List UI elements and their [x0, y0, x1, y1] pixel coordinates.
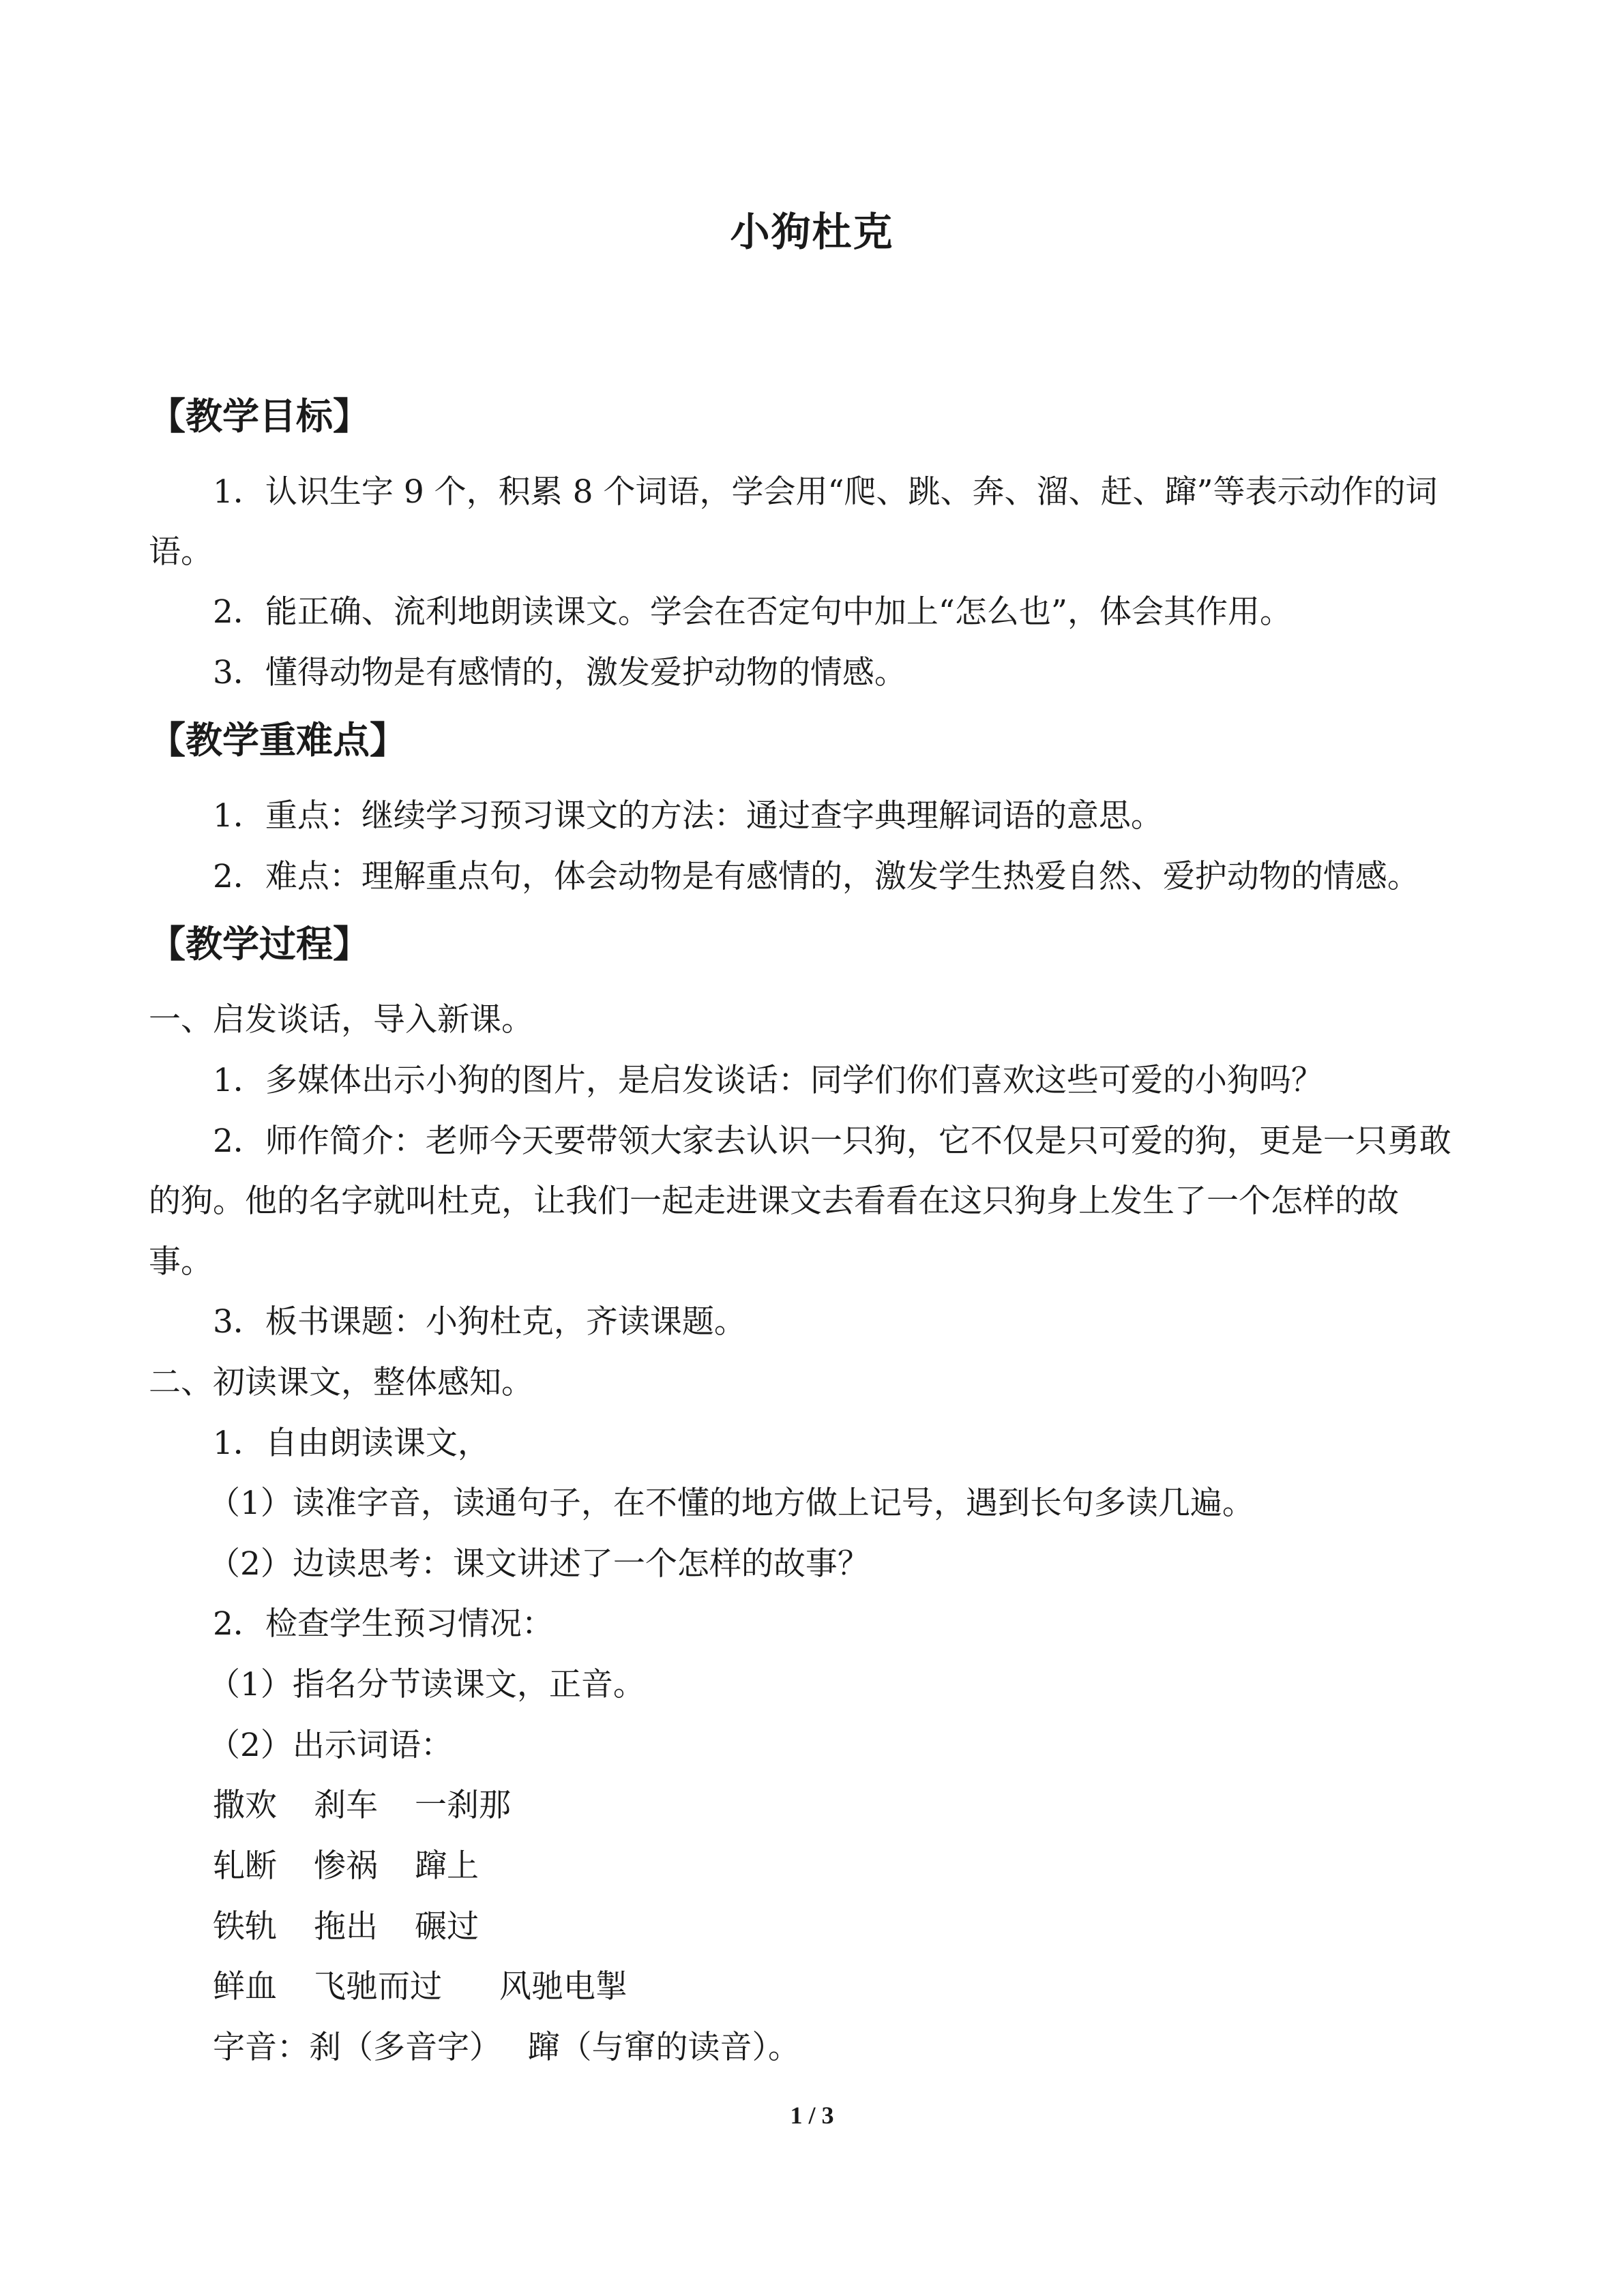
- word-row: [213, 1965, 628, 2009]
- process-line-7: 二、初读课文，整体感知。: [149, 1364, 533, 1401]
- word-row: [213, 1784, 511, 1828]
- process-line-11: 2．检查学生预习情况：: [213, 1605, 554, 1643]
- keypoint-line-2: 2．难点：理解重点句，体会动物是有感情的，激发学生热爱自然、爱护动物的情感。: [213, 858, 1419, 895]
- process-line-12: （1）指名分节读课文，正音。: [208, 1666, 645, 1703]
- word-item: 刹车: [314, 1787, 378, 1824]
- word-item: 轧断: [213, 1847, 277, 1885]
- word-item: 风驰电掣: [499, 1968, 628, 2006]
- goal-line-1: 1．认识生字 9 个，积累 8 个词语，学会用“爬、跳、奔、溜、赶、蹿”等表示动作的词: [213, 473, 1438, 511]
- word-row: [213, 1905, 479, 1949]
- word-item: 一刹那: [415, 1787, 511, 1824]
- process-line-5: 事。: [149, 1243, 213, 1281]
- process-line-9: （1）读准字音，读通句子，在不懂的地方做上记号，遇到长句多读几遍。: [208, 1485, 1254, 1522]
- word-item: 鲜血: [213, 1968, 277, 2006]
- section-heading-keypoints: 【教学重难点】: [149, 718, 407, 762]
- process-line-2: 1．多媒体出示小狗的图片，是启发谈话：同学们你们喜欢这些可爱的小狗吗？: [213, 1062, 1323, 1099]
- keypoint-line-1: 1．重点：继续学习预习课文的方法：通过查字典理解词语的意思。: [213, 797, 1163, 835]
- section-heading-process: 【教学过程】: [149, 922, 370, 966]
- goal-line-1-cont: 语。: [149, 533, 213, 571]
- page-title: 小狗杜克: [730, 209, 894, 255]
- process-line-3: 2．师作简介：老师今天要带领大家去认识一只狗，它不仅是只可爱的狗，更是一只勇敢: [213, 1122, 1451, 1160]
- word-item: 拖出: [314, 1908, 378, 1945]
- process-line-13: （2）出示词语：: [208, 1727, 453, 1764]
- process-line-8: 1．自由朗读课文，: [213, 1425, 490, 1462]
- word-item: 撒欢: [213, 1787, 277, 1824]
- word-row: [213, 1845, 479, 1888]
- word-item: 铁轨: [213, 1908, 277, 1945]
- process-line-4: 的狗。他的名字就叫杜克，让我们一起走进课文去看看在这只狗身上发生了一个怎样的故: [149, 1182, 1399, 1220]
- process-line-1: 一、启发谈话，导入新课。: [149, 1001, 533, 1039]
- goal-line-3: 3．懂得动物是有感情的，激发爱护动物的情感。: [213, 654, 906, 691]
- word-item: 蹿上: [415, 1847, 479, 1885]
- word-item: 飞驰而过: [314, 1968, 442, 2006]
- process-line-6: 3．板书课题：小狗杜克，齐读课题。: [213, 1303, 746, 1341]
- word-item: 惨祸: [314, 1847, 378, 1885]
- word-item: 碾过: [415, 1908, 479, 1945]
- page-number: 1 / 3: [790, 2102, 834, 2129]
- section-heading-goals: 【教学目标】: [149, 394, 370, 438]
- goal-line-2: 2．能正确、流利地朗读课文。学会在否定句中加上“怎么也”，体会其作用。: [213, 593, 1292, 631]
- pronunciation-note: 字音：刹（多音字） 蹿（与窜的读音）。: [213, 2029, 800, 2066]
- process-line-10: （2）边读思考：课文讲述了一个怎样的故事？: [208, 1545, 870, 1583]
